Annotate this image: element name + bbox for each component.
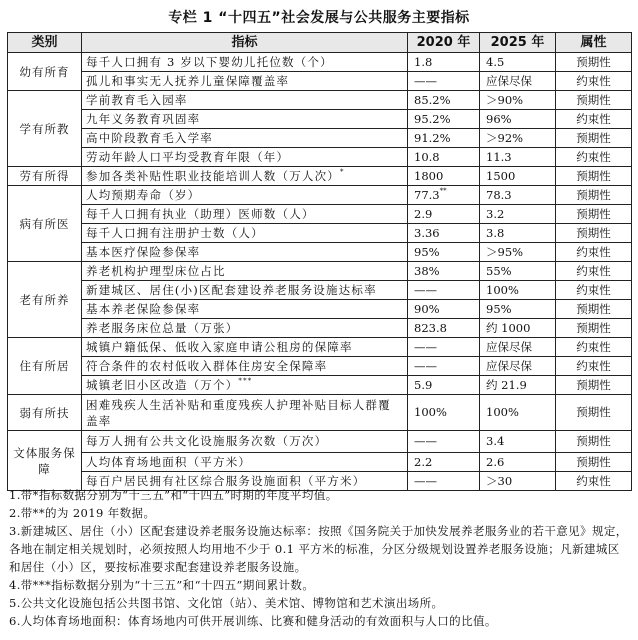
value-2020-cell [408,357,480,376]
note: 1.带*指标数据分别为“十三五”和“十四五”时期的年度平均值。 [9,488,338,502]
indicator-cell [82,186,408,205]
table-row [8,262,632,281]
value-2020: 90% [414,301,440,316]
header-category: 类别 [8,33,82,53]
indicator-cell [82,72,408,91]
value-2025-cell: 100% [480,395,556,431]
note: 3.新建城区、居住（小）区配套建设养老服务设施达标率：按照《国务院关于加快发展养老服务业的若干意见》规定，各地在制定相关规划时，必须按照人均用地不少于 0.1 平方米的标准，分区分级规划设置养老服务设施；凡新建城区和居住（小）区，要按标准要求配套建设养老服务设施。 [9,524,628,574]
indicator-text: 养老机构护理型床位占比 [86,263,226,278]
value-2020-cell [408,224,480,243]
indicator-text: 每千人口拥有注册护士数（人） [86,225,264,240]
value-2020: —— [414,434,437,448]
table-row [8,395,632,431]
footnote-marker: * [340,167,345,176]
value-2020-cell [408,72,480,91]
indicator-text: 学前教育毛入园率 [86,92,188,107]
value-2025-cell: ＞90% [480,91,556,110]
value-2020: 2.2 [414,454,433,469]
value-2020-cell [408,243,480,262]
value-2020: 823.8 [414,320,447,335]
indicator-cell [82,243,408,262]
table-row [8,186,632,205]
value-2020-cell [408,148,480,167]
category-cell: 幼有所育 [8,53,82,91]
header-2025: 2025 年 [480,33,556,53]
indicator-text: 高中阶段教育毛入学率 [86,130,213,145]
value-2025-cell: 3.8 [480,224,556,243]
table-row [8,72,632,91]
value-2020: 77.3 [414,187,440,202]
note: 5.公共文化设施包括公共图书馆、文化馆（站）、美术馆、博物馆和艺术演出场所。 [9,596,444,610]
value-2020: —— [414,282,437,297]
value-2025-cell: 应保尽保 [480,357,556,376]
indicator-text: 人均预期寿命（岁） [86,187,201,202]
value-2020: —— [414,73,437,88]
value-2020: 91.2% [414,130,451,145]
table-row [8,110,632,129]
value-2025-cell: 约 1000 [480,319,556,338]
indicator-cell [82,224,408,243]
value-2020: 3.36 [414,225,440,240]
value-2020: 1.8 [414,54,433,69]
table-row [8,91,632,110]
value-2020: 100% [414,405,447,419]
value-2020-cell [408,431,480,453]
indicator-cell [82,395,408,431]
indicator-text: 新建城区、居住(小)区配套建设养老服务设施达标率 [86,282,377,297]
value-2025-cell: 约 21.9 [480,376,556,395]
attribute-cell: 约束性 [556,338,632,357]
table-row [8,205,632,224]
indicator-text: 城镇户籍低保、低收入家庭申请公租房的保障率 [86,339,353,354]
value-2020-cell [408,338,480,357]
header-attribute: 属性 [556,33,632,53]
indicator-cell [82,338,408,357]
value-2025-cell: 应保尽保 [480,338,556,357]
indicator-cell [82,453,408,472]
attribute-cell: 约束性 [556,72,632,91]
indicator-cell [82,262,408,281]
value-2025-cell: 55% [480,262,556,281]
table-row [8,224,632,243]
category-cell: 住有所居 [8,338,82,395]
value-2020-cell [408,395,480,431]
table-row [8,431,632,453]
indicator-text: 劳动年龄人口平均受教育年限（年） [86,149,290,164]
indicator-cell [82,205,408,224]
value-2020-cell [408,376,480,395]
value-2020: 5.9 [414,377,433,392]
indicator-text: 符合条件的农村低收入群体住房安全保障率 [86,358,328,373]
attribute-cell: 约束性 [556,243,632,262]
indicator-text: 人均体育场地面积（平方米） [86,454,252,469]
value-2020: 38% [414,263,440,278]
value-2025-cell: 100% [480,281,556,300]
value-2020: —— [414,473,437,488]
table-row [8,319,632,338]
value-2020-cell [408,300,480,319]
indicator-text: 困难残疾人生活补贴和重度残疾人护理补贴目标人群覆盖率 [86,397,391,428]
indicator-cell [82,376,408,395]
value-2020: 95% [414,244,440,259]
table-row [8,148,632,167]
value-2020: 1800 [414,168,444,183]
value-2025-cell: 应保尽保 [480,72,556,91]
value-2020: —— [414,339,437,354]
indicator-cell [82,53,408,72]
table-row [8,53,632,72]
value-2020: 2.9 [414,206,433,221]
table-row [8,376,632,395]
indicator-cell [82,148,408,167]
value-2020-cell [408,319,480,338]
value-2025-cell: ＞30 [480,472,556,491]
value-2020: 85.2% [414,92,451,107]
indicator-text: 每百户居民拥有社区综合服务设施面积（平方米） [86,473,366,488]
value-2020-cell [408,91,480,110]
footnote-marker: ** [439,186,447,195]
indicator-cell [82,300,408,319]
indicator-cell [82,167,408,186]
note: 4.带***指标数据分别为“十三五”和“十四五”期间累计数。 [9,578,315,592]
indicator-text: 参加各类补贴性职业技能培训人数（万人次） [86,168,340,183]
value-2025-cell: 2.6 [480,453,556,472]
header-row [8,33,632,53]
indicators-table [7,32,632,491]
value-2020-cell [408,110,480,129]
header-indicator: 指标 [82,33,408,53]
category-cell: 学有所教 [8,91,82,167]
value-2020: 95.2% [414,111,451,126]
note: 6.人均体育场地面积：体育场地内可供开展训练、比赛和健身活动的有效面积与人口的比值。 [9,614,497,628]
attribute-cell: 预期性 [556,300,632,319]
note: 2.带**的为 2019 年数据。 [9,506,156,520]
attribute-cell: 预期性 [556,167,632,186]
category-cell: 文体服务保障 [8,431,82,491]
attribute-cell: 预期性 [556,129,632,148]
indicator-text: 孤儿和事实无人抚养儿童保障覆盖率 [86,73,290,88]
value-2025-cell: ＞92% [480,129,556,148]
indicator-text: 基本养老保险参保率 [86,301,201,316]
indicator-text: 基本医疗保险参保率 [86,244,201,259]
value-2020-cell [408,167,480,186]
value-2025-cell: ＞95% [480,243,556,262]
indicator-text: 九年义务教育巩固率 [86,111,201,126]
indicator-text: 每千人口拥有执业（助理）医师数（人） [86,206,315,221]
table-notes [9,486,631,630]
value-2020-cell [408,262,480,281]
indicator-text: 养老服务床位总量（万张） [86,320,239,335]
indicator-cell [82,129,408,148]
attribute-cell: 预期性 [556,224,632,243]
attribute-cell: 约束性 [556,110,632,129]
value-2025-cell: 11.3 [480,148,556,167]
value-2020-cell [408,129,480,148]
indicator-cell [82,91,408,110]
indicator-cell [82,319,408,338]
attribute-cell: 约束性 [556,357,632,376]
header-2020: 2020 年 [408,33,480,53]
value-2025-cell: 1500 [480,167,556,186]
indicator-cell [82,431,408,453]
attribute-cell: 预期性 [556,376,632,395]
attribute-cell: 预期性 [556,453,632,472]
value-2020-cell [408,186,480,205]
value-2025-cell: 3.2 [480,205,556,224]
value-2020-cell [408,281,480,300]
value-2025-cell: 4.5 [480,53,556,72]
value-2025-cell: 96% [480,110,556,129]
attribute-cell: 预期性 [556,53,632,72]
table-row [8,453,632,472]
value-2025-cell: 78.3 [480,186,556,205]
table-row [8,281,632,300]
value-2020-cell [408,453,480,472]
indicator-cell [82,110,408,129]
attribute-cell: 预期性 [556,319,632,338]
indicator-cell [82,281,408,300]
attribute-cell: 约束性 [556,281,632,300]
table-title: 专栏 1 “十四五”社会发展与公共服务主要指标 [168,10,470,26]
table-row [8,129,632,148]
value-2025-cell: 3.4 [480,431,556,453]
value-2020: —— [414,358,437,373]
value-2020: 10.8 [414,149,440,164]
table-row [8,167,632,186]
table-row [8,243,632,262]
attribute-cell: 预期性 [556,431,632,453]
attribute-cell: 约束性 [556,472,632,491]
table-row [8,338,632,357]
value-2020-cell [408,53,480,72]
indicator-text: 每万人拥有公共文化设施服务次数（万次） [86,434,328,448]
attribute-cell: 预期性 [556,186,632,205]
value-2025-cell: 95% [480,300,556,319]
category-cell: 老有所养 [8,262,82,338]
footnote-marker: *** [238,376,253,385]
table-row [8,300,632,319]
category-cell: 弱有所扶 [8,395,82,431]
category-cell: 病有所医 [8,186,82,262]
indicator-cell [82,357,408,376]
attribute-cell: 预期性 [556,91,632,110]
value-2020-cell [408,205,480,224]
indicator-text: 每千人口拥有 3 岁以下婴幼儿托位数（个） [86,54,333,69]
attribute-cell: 预期性 [556,205,632,224]
attribute-cell: 预期性 [556,395,632,431]
attribute-cell: 约束性 [556,148,632,167]
indicator-text: 城镇老旧小区改造（万个） [86,377,239,392]
attribute-cell: 约束性 [556,262,632,281]
table-row [8,357,632,376]
category-cell: 劳有所得 [8,167,82,186]
